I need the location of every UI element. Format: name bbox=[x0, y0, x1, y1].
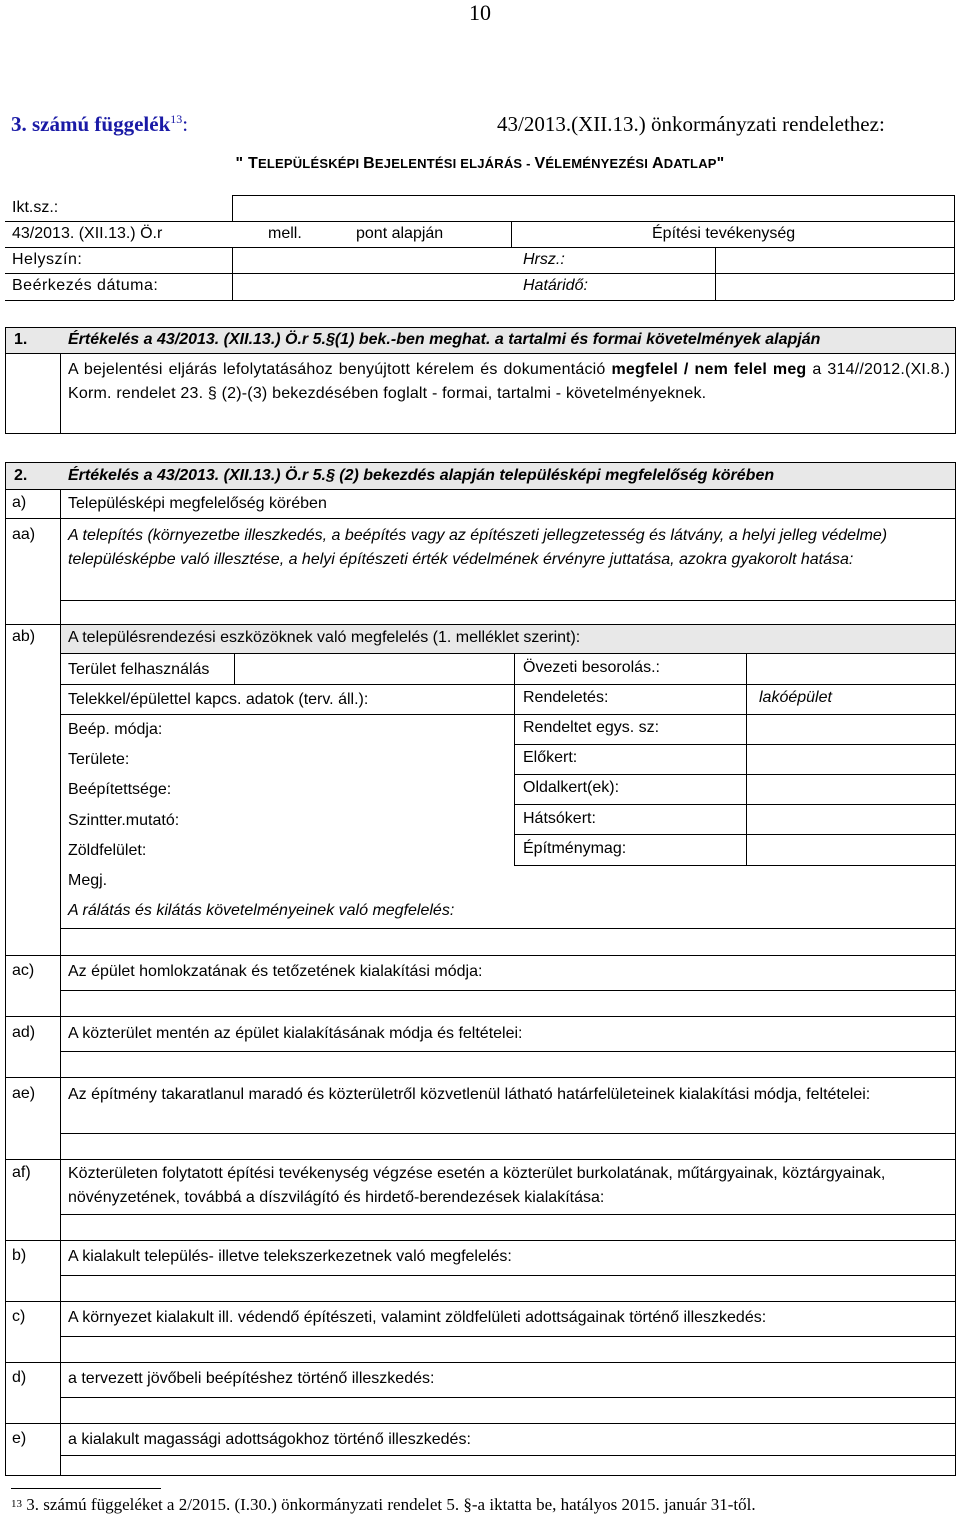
ikt-label: Ikt.sz.: bbox=[12, 199, 59, 216]
title-quote-open: " bbox=[235, 155, 248, 172]
title-part: ELEPÜLÉSKÉPI bbox=[257, 156, 364, 171]
title-part: A bbox=[651, 155, 664, 172]
item-d-label: d) bbox=[12, 1369, 27, 1386]
section-2-title: Értékelés a 43/2013. (XII.13.) Ö.r 5.§ (2) bekezdés alapján településképi megfelelőség körében bbox=[68, 467, 775, 484]
row-mid: Oldalkert(ek): bbox=[523, 779, 620, 796]
row-left: Szintter.mutató: bbox=[68, 812, 180, 829]
row-left: Terület felhasználás bbox=[68, 661, 210, 678]
item-e-text: a kialakult magassági adottságokhoz történő illeszkedés: bbox=[68, 1431, 471, 1448]
item-c-text: A környezet kialakult ill. védendő építészeti, valamint zöldfelületi adottságainak történő illeszkedés: bbox=[68, 1309, 767, 1326]
appendix-heading bbox=[11, 112, 951, 137]
location-label: Helyszín: bbox=[12, 251, 83, 268]
pont-label: pont alapján bbox=[356, 225, 444, 242]
item-a-label: a) bbox=[12, 494, 27, 511]
row-mid: Övezeti besorolás.: bbox=[523, 659, 660, 676]
item-b-label: b) bbox=[12, 1247, 27, 1264]
row-left: Beép. módja: bbox=[68, 721, 163, 738]
item-ac-text: Az épület homlokzatának és tetőzetének kialakítási módja: bbox=[68, 963, 483, 980]
footnote-ref: 13 bbox=[170, 112, 183, 126]
item-ab-text: A településrendezési eszközöknek való megfelelés (1. melléklet szerint): bbox=[68, 629, 581, 646]
regulation-ref: 43/2013. (XII.13.) Ö.r bbox=[12, 225, 163, 242]
deadline-label: Határidő: bbox=[523, 277, 588, 294]
row-mid: Rendeletés: bbox=[523, 689, 609, 706]
row-left: Zöldfelület: bbox=[68, 842, 147, 859]
section-1-title: Értékelés a 43/2013. (XII.13.) Ö.r 5.§(1) bek.-ben meghat. a tartalmi és formai követelmények alapján bbox=[68, 331, 821, 348]
row-right-value: lakóépület bbox=[759, 689, 832, 706]
megj-label: Megj. bbox=[68, 872, 108, 889]
title-part: T bbox=[247, 155, 258, 172]
appendix-label: 3. számú függelék bbox=[11, 112, 171, 136]
row-left: Beépítettsége: bbox=[68, 781, 172, 798]
item-d-text: a tervezett jövőbeli beépítéshez történő illeszkedés: bbox=[68, 1370, 435, 1387]
section-1-number: 1. bbox=[14, 331, 28, 348]
title-part: B bbox=[363, 155, 375, 172]
row-mid: Rendeltet egys. sz: bbox=[523, 719, 660, 736]
page-number: 10 bbox=[469, 0, 491, 25]
title-part: V bbox=[534, 155, 546, 172]
section-2-number: 2. bbox=[14, 467, 28, 484]
row-mid: Hátsókert: bbox=[523, 810, 596, 827]
footnote-text: 3. számú függeléket a 2/2015. (I.30.) önkormányzati rendelet 5. §-a iktatta be, hatályos 2015. január 31-től. bbox=[22, 1495, 756, 1514]
item-b-text: A kialakult település- illetve telekszerkezetnek való megfelelés: bbox=[68, 1248, 512, 1265]
item-c-label: c) bbox=[12, 1308, 26, 1325]
row-left: Telekkel/épülettel kapcs. adatok (terv. áll.): bbox=[68, 691, 369, 708]
footnote-number: 13 bbox=[11, 1498, 22, 1510]
item-ad-label: ad) bbox=[12, 1024, 36, 1041]
lot-number-label: Hrsz.: bbox=[523, 251, 565, 268]
row-mid: Építménymag: bbox=[523, 840, 627, 857]
building-activity-label: Építési tevékenység bbox=[652, 225, 796, 242]
item-ac-label: ac) bbox=[12, 962, 35, 979]
item-aa-text: A telepítés (környezetbe illeszkedés, a beépítés vagy az építészeti jellegzetesség és látvány, a helyi jelleg védelme) településképbe való illesztése, a helyi építészeti érték védelmének érvényre juttatása, azokra gyakorolt hatása: bbox=[68, 527, 888, 568]
item-af-label: af) bbox=[12, 1164, 31, 1181]
view-requirements-text: A rálátás és kilátás követelményeinek való megfelelés: bbox=[68, 902, 455, 919]
item-e-label: e) bbox=[12, 1430, 27, 1447]
item-a-text: Településképi megfelelőség körében bbox=[68, 495, 327, 512]
item-af-text: Közterületen folytatott építési tevékenység végzése esetén a közterület burkolatának, műtárgyainak, köztárgyainak, növényzetének, továbbá a díszvilágító és hirdető-berendezések kialakítása: bbox=[68, 1165, 886, 1206]
footnote bbox=[11, 1495, 756, 1515]
title-part: ÉLEMÉNYEZÉSI bbox=[545, 156, 652, 171]
row-mid: Előkert: bbox=[523, 749, 578, 766]
item-ad-text: A közterület mentén az épület kialakításának módja és feltételei: bbox=[68, 1025, 523, 1042]
row-left: Területe: bbox=[68, 751, 130, 768]
item-aa-label: aa) bbox=[12, 526, 36, 543]
item-ab-label: ab) bbox=[12, 628, 36, 645]
item-ae-text: Az építmény takaratlanul maradó és közterületről közvetlenül látható határfelületeinek kialakítási módja, feltételei: bbox=[68, 1086, 871, 1103]
footnote-separator bbox=[11, 1488, 161, 1489]
form-title bbox=[0, 155, 960, 173]
title-part: DATLAP bbox=[663, 156, 717, 171]
section-1-body: A bejelentési eljárás lefolytatásához benyújtott kérelem és dokumentáció megfelel / nem felel meg a 314//2012.(XI.8.) Korm. rendelet 23. § (2)-(3) bekezdésében foglalt - formai, tartalmi - követelményeknek. bbox=[68, 361, 950, 402]
title-part: EJELENTÉSI ELJÁRÁS - bbox=[374, 156, 535, 171]
title-quote-close: " bbox=[716, 155, 725, 172]
arrival-date-label: Beérkezés dátuma: bbox=[12, 277, 159, 294]
heading-colon: : bbox=[182, 112, 189, 136]
mell-label: mell. bbox=[268, 225, 302, 242]
item-ae-label: ae) bbox=[12, 1085, 36, 1102]
heading-regulation: 43/2013.(XII.13.) önkormányzati rendelethez: bbox=[497, 112, 885, 136]
